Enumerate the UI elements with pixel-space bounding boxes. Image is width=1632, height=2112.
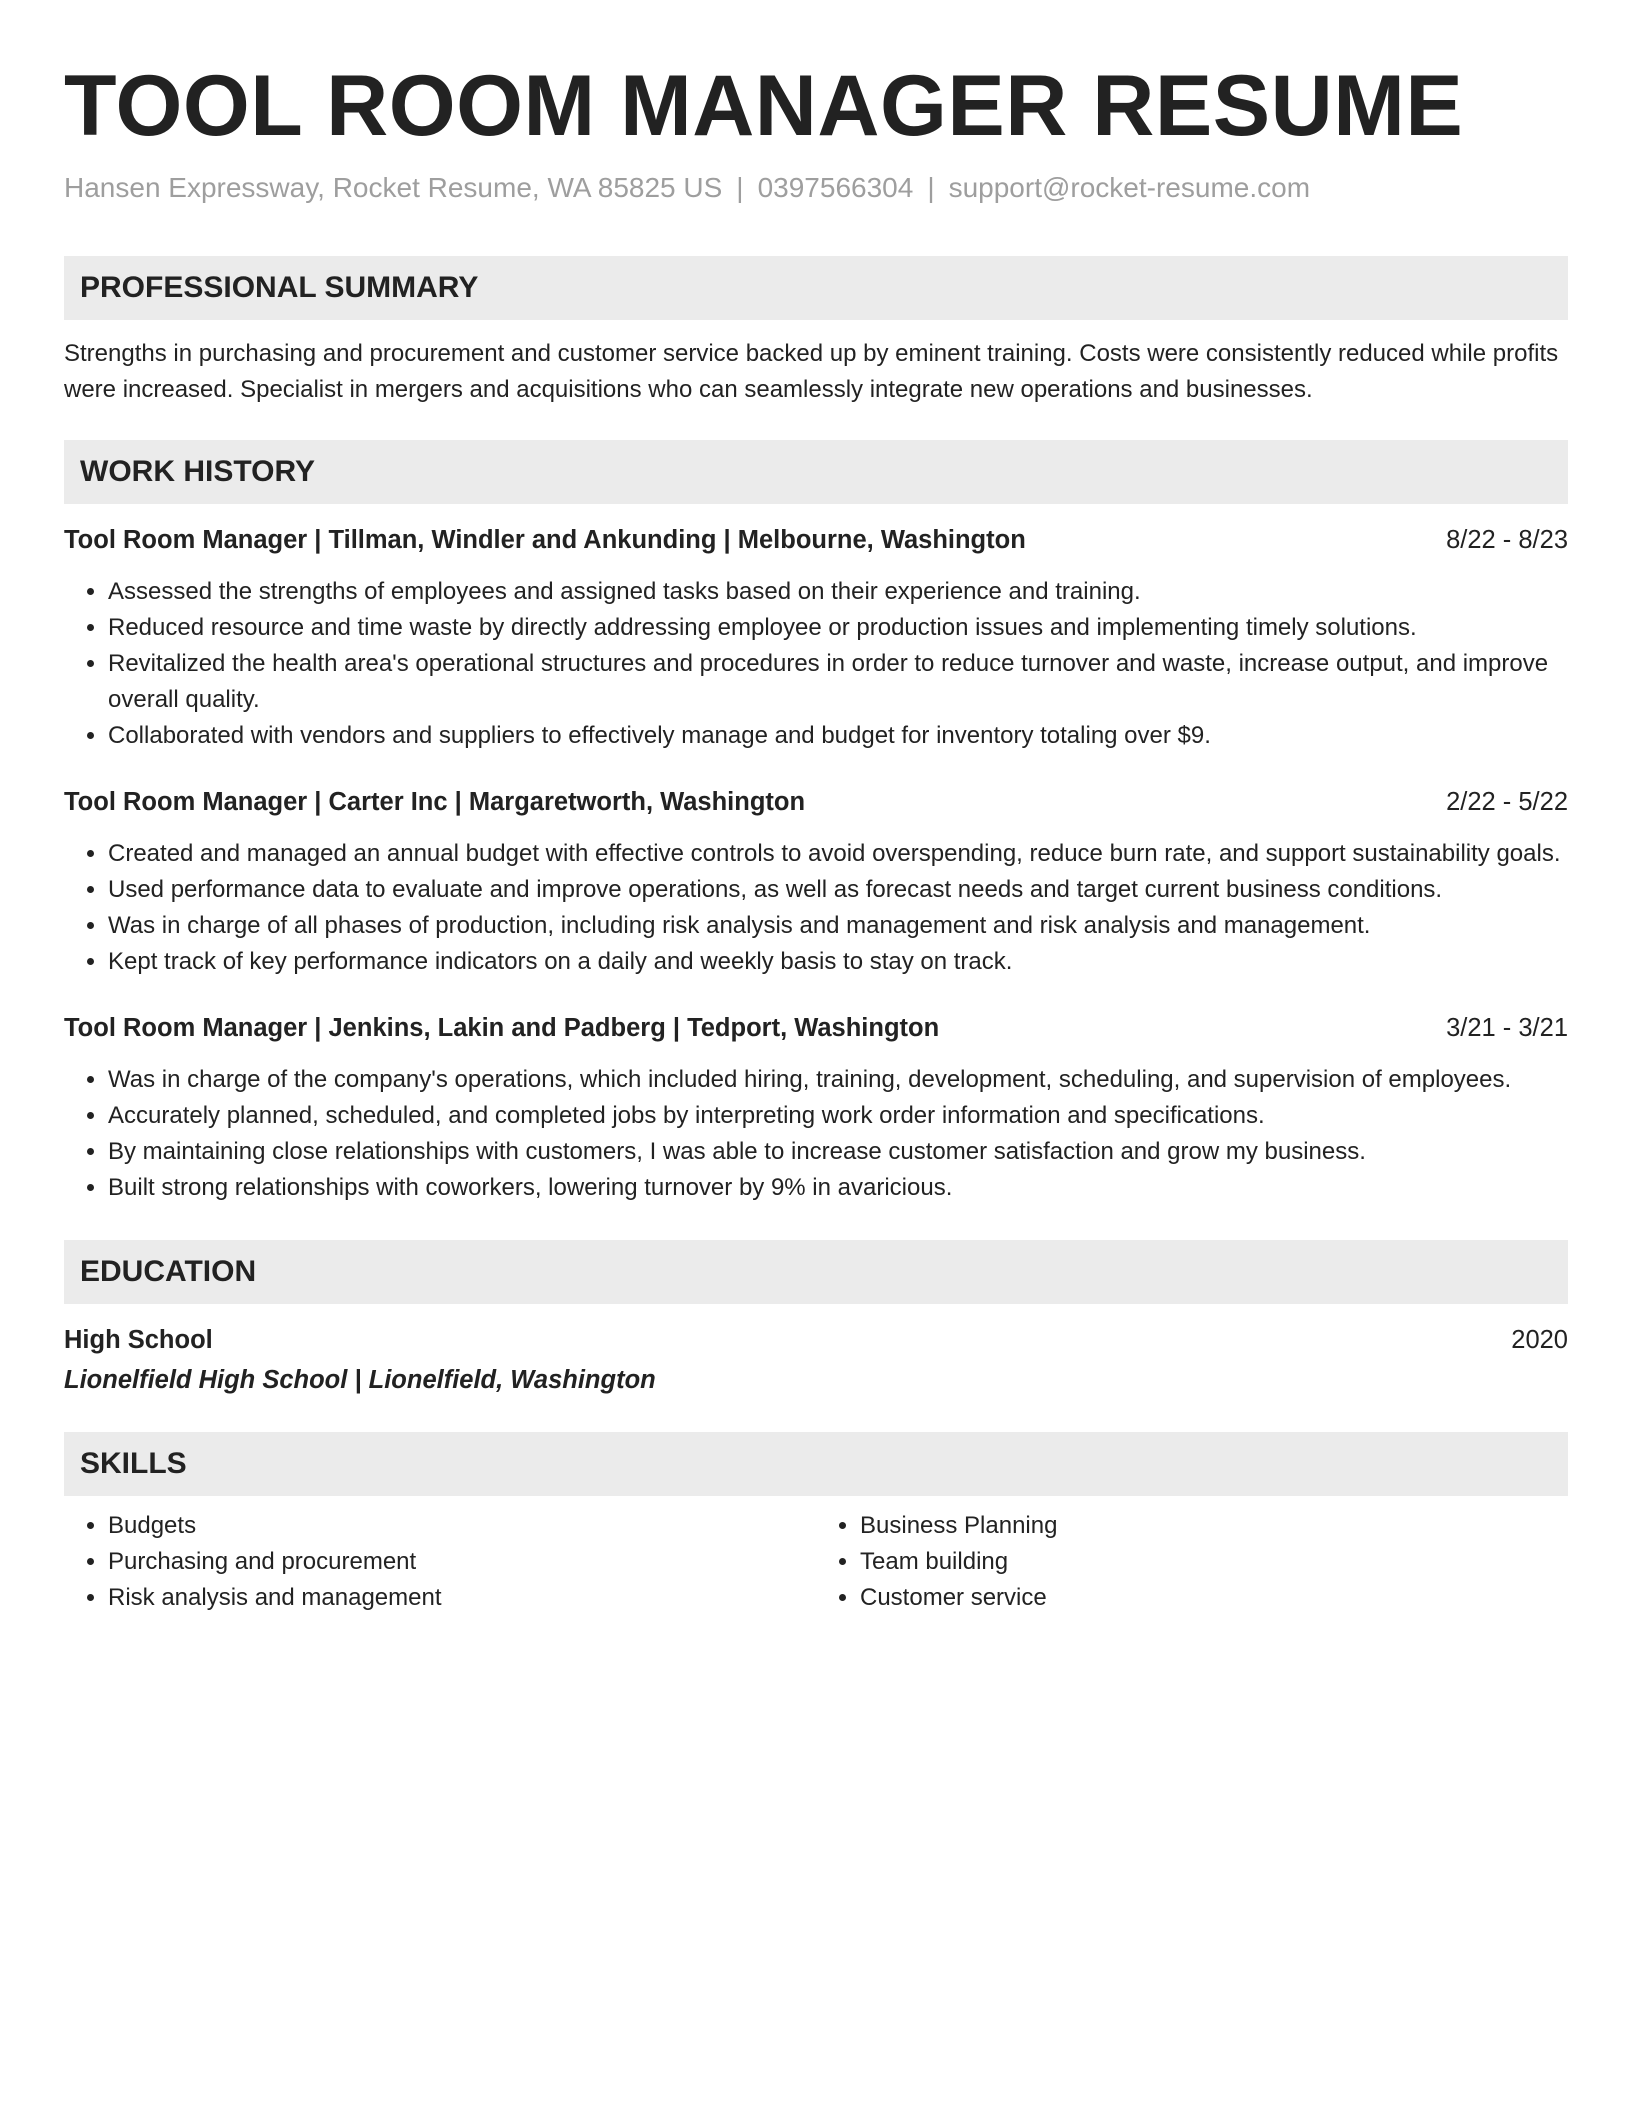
skill-item: • Budgets — [108, 1508, 816, 1544]
job-bullets — [64, 574, 1568, 754]
job-dates: 2/22 - 5/22 — [1446, 788, 1568, 816]
job-bullet: • Was in charge of all phases of production, including risk analysis and management and risk analysis and management. — [108, 908, 1568, 944]
job-dates: 3/21 - 3/21 — [1446, 1014, 1568, 1042]
skill-item: • Business Planning — [860, 1508, 1568, 1544]
job-header — [64, 784, 1568, 820]
skill-item: • Team building — [860, 1544, 1568, 1580]
job-bullet: • Created and managed an annual budget with effective controls to avoid overspending, reduce burn rate, and support sustainability goals. — [108, 836, 1568, 872]
section-header-professional-summary: PROFESSIONAL SUMMARY — [64, 256, 1568, 320]
resume-title: TOOL ROOM MANAGER RESUME — [64, 58, 1464, 154]
education-header — [64, 1322, 1568, 1358]
contact-phone: 0397566304 — [757, 172, 914, 203]
education-year: 2020 — [1511, 1326, 1568, 1354]
summary-text: Strengths in purchasing and procurement and customer service backed up by eminent training. Costs were consistently reduced while profits were increased. Specialist in mergers and acquisitions who can seamlessly integrate new operations and businesses. — [64, 340, 1559, 403]
contact-line — [64, 170, 1568, 206]
skill-item: • Risk analysis and management — [108, 1580, 816, 1616]
job-dates: 8/22 - 8/23 — [1446, 526, 1568, 554]
section-header-education: EDUCATION — [64, 1240, 1568, 1304]
job-bullet: • By maintaining close relationships with customers, I was able to increase customer satisfaction and grow my business. — [108, 1134, 1568, 1170]
skills-column-right — [816, 1508, 1568, 1616]
contact-separator: | — [736, 172, 744, 203]
education-school: Lionelfield High School | Lionelfield, Washington — [64, 1366, 656, 1394]
job-entry — [64, 784, 1568, 980]
education-degree: High School — [64, 1326, 213, 1354]
job-bullet: • Kept track of key performance indicators on a daily and weekly basis to stay on track. — [108, 944, 1568, 980]
job-bullet: • Reduced resource and time waste by directly addressing employee or production issues and implementing timely solutions. — [108, 610, 1568, 646]
job-bullet: • Used performance data to evaluate and improve operations, as well as forecast needs and target current business conditions. — [108, 872, 1568, 908]
job-header — [64, 522, 1568, 558]
job-bullet: • Accurately planned, scheduled, and completed jobs by interpreting work order information and specifications. — [108, 1098, 1568, 1134]
job-bullet: • Collaborated with vendors and suppliers to effectively manage and budget for inventory totaling over $9. — [108, 718, 1568, 754]
skill-item: • Purchasing and procurement — [108, 1544, 816, 1580]
job-title: Tool Room Manager | Jenkins, Lakin and Padberg | Tedport, Washington — [64, 1014, 940, 1042]
section-header-work-history: WORK HISTORY — [64, 440, 1568, 504]
job-header — [64, 1010, 1568, 1046]
skill-item: • Customer service — [860, 1580, 1568, 1616]
job-bullet: • Built strong relationships with coworkers, lowering turnover by 9% in avaricious. — [108, 1170, 1568, 1206]
job-bullets — [64, 1062, 1568, 1206]
section-header-skills: SKILLS — [64, 1432, 1568, 1496]
job-bullet: • Revitalized the health area's operational structures and procedures in order to reduce turnover and waste, increase output, and improve overall quality. — [108, 646, 1568, 718]
job-bullet: • Assessed the strengths of employees and assigned tasks based on their experience and training. — [108, 574, 1568, 610]
job-bullets — [64, 836, 1568, 980]
skills-column-left — [64, 1508, 816, 1616]
job-entry — [64, 522, 1568, 754]
skills-list — [64, 1508, 1568, 1616]
job-bullet: • Was in charge of the company's operations, which included hiring, training, development, scheduling, and supervision of employees. — [108, 1062, 1568, 1098]
contact-email: support@rocket-resume.com — [948, 172, 1311, 203]
contact-separator: | — [927, 172, 935, 203]
job-title: Tool Room Manager | Tillman, Windler and Ankunding | Melbourne, Washington — [64, 526, 1026, 554]
contact-address: Hansen Expressway, Rocket Resume, WA 85825 US — [64, 172, 723, 203]
job-entry — [64, 1010, 1568, 1206]
job-title: Tool Room Manager | Carter Inc | Margaretworth, Washington — [64, 788, 806, 816]
